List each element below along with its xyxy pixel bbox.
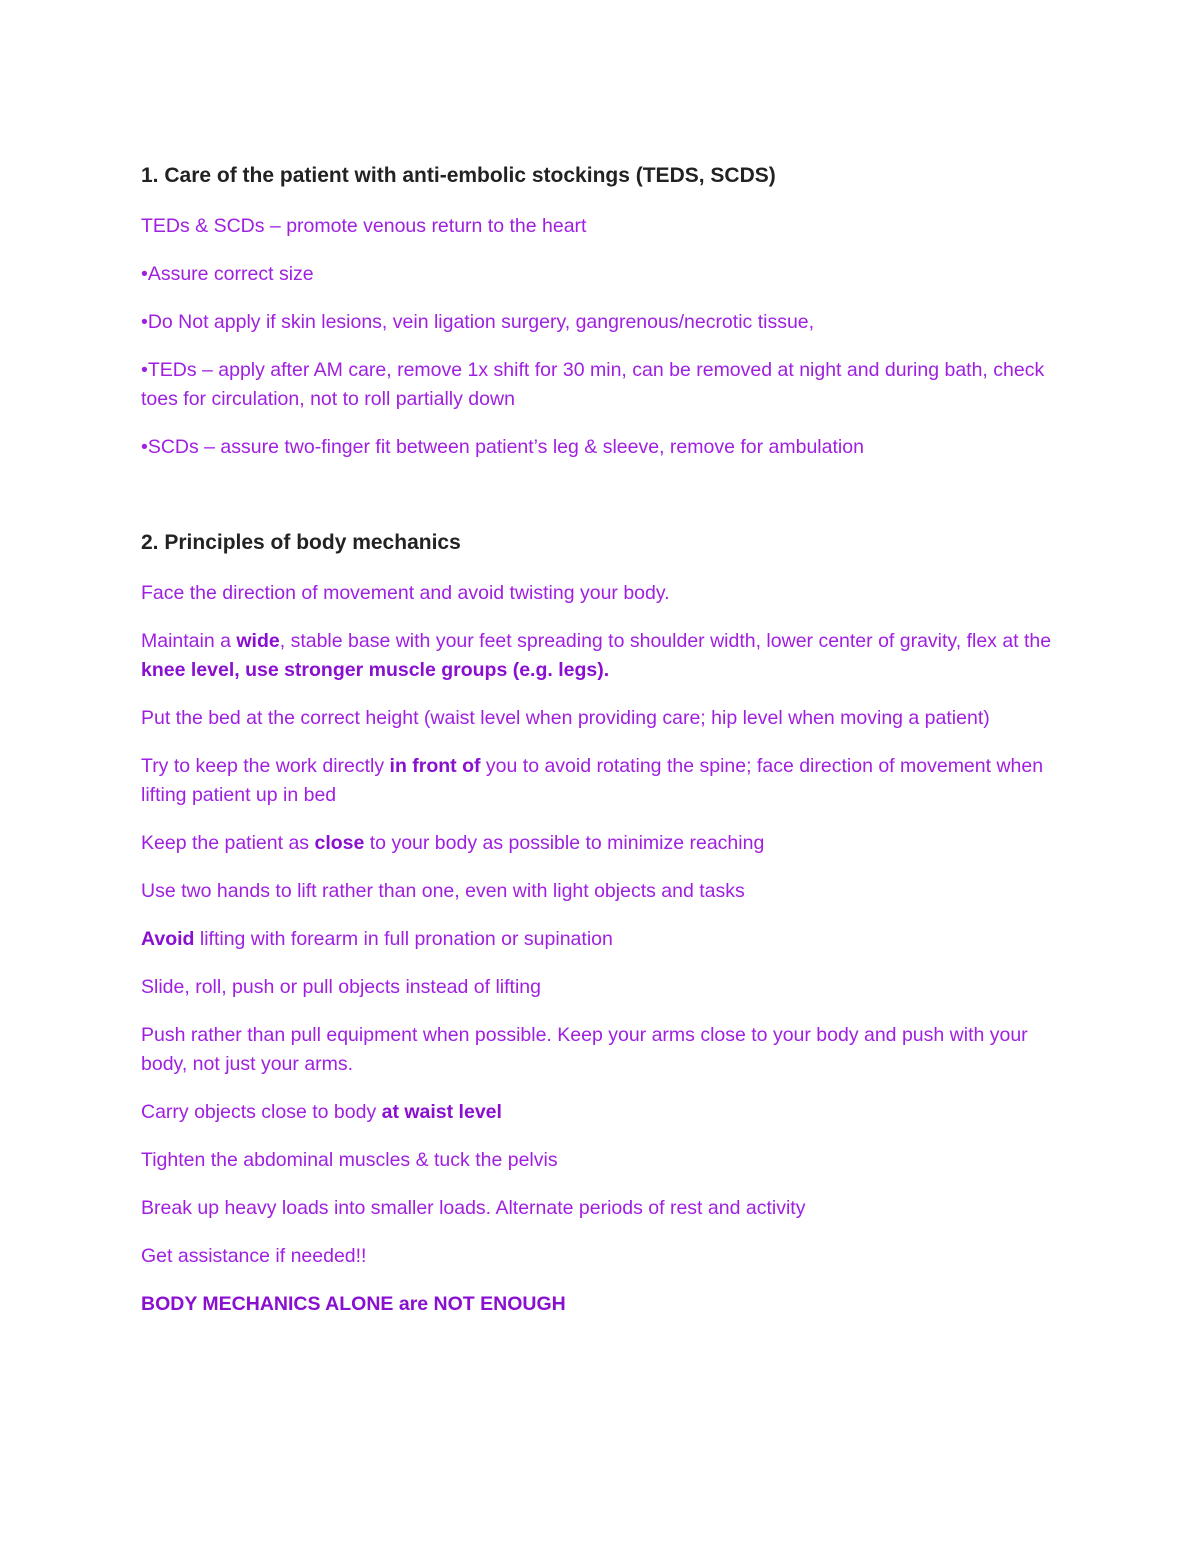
section2-heading: 2. Principles of body mechanics bbox=[141, 531, 461, 554]
section1-line-4: •TEDs – apply after AM care, remove 1x shift for 30 min, can be removed at night and during bath, check toes for circulation, not to roll partially down bbox=[141, 359, 1045, 410]
section2-closing-statement: BODY MECHANICS ALONE are NOT ENOUGH bbox=[141, 1293, 566, 1315]
section1-line-3: •Do Not apply if skin lesions, vein ligation surgery, gangrenous/necrotic tissue, bbox=[141, 311, 815, 333]
section2-para-13: Get assistance if needed!! bbox=[141, 1245, 367, 1267]
document-content bbox=[141, 162, 1061, 1319]
section2-para-9: Push rather than pull equipment when possible. Keep your arms close to your body and push with your body, not just your arms. bbox=[141, 1024, 1028, 1075]
section2-para-6: Use two hands to lift rather than one, even with light objects and tasks bbox=[141, 880, 745, 902]
section2-para-5: Keep the patient as close to your body as possible to minimize reaching bbox=[141, 832, 765, 854]
section2-para-1: Face the direction of movement and avoid twisting your body. bbox=[141, 582, 670, 604]
section2-para-12: Break up heavy loads into smaller loads. Alternate periods of rest and activity bbox=[141, 1197, 806, 1219]
section2-para-7: Avoid lifting with forearm in full pronation or supination bbox=[141, 928, 613, 950]
section2-para-4: Try to keep the work directly in front of you to avoid rotating the spine; face direction of movement when lifting patient up in bed bbox=[141, 755, 1044, 806]
section2-para-10: Carry objects close to body at waist level bbox=[141, 1101, 502, 1123]
section2-para-3: Put the bed at the correct height (waist level when providing care; hip level when moving a patient) bbox=[141, 707, 990, 729]
section1-line-5: •SCDs – assure two-finger fit between patient’s leg & sleeve, remove for ambulation bbox=[141, 436, 864, 458]
section1-line-1: TEDs & SCDs – promote venous return to the heart bbox=[141, 215, 587, 237]
section1-heading: 1. Care of the patient with anti-embolic stockings (TEDS, SCDS) bbox=[141, 164, 776, 187]
section2-para-11: Tighten the abdominal muscles & tuck the pelvis bbox=[141, 1149, 558, 1171]
section1-line-2: •Assure correct size bbox=[141, 263, 314, 285]
section2-para-2: Maintain a wide, stable base with your feet spreading to shoulder width, lower center of gravity, flex at the knee level, use stronger muscle groups (e.g. legs). bbox=[141, 630, 1052, 681]
section2-para-8: Slide, roll, push or pull objects instead of lifting bbox=[141, 976, 541, 998]
